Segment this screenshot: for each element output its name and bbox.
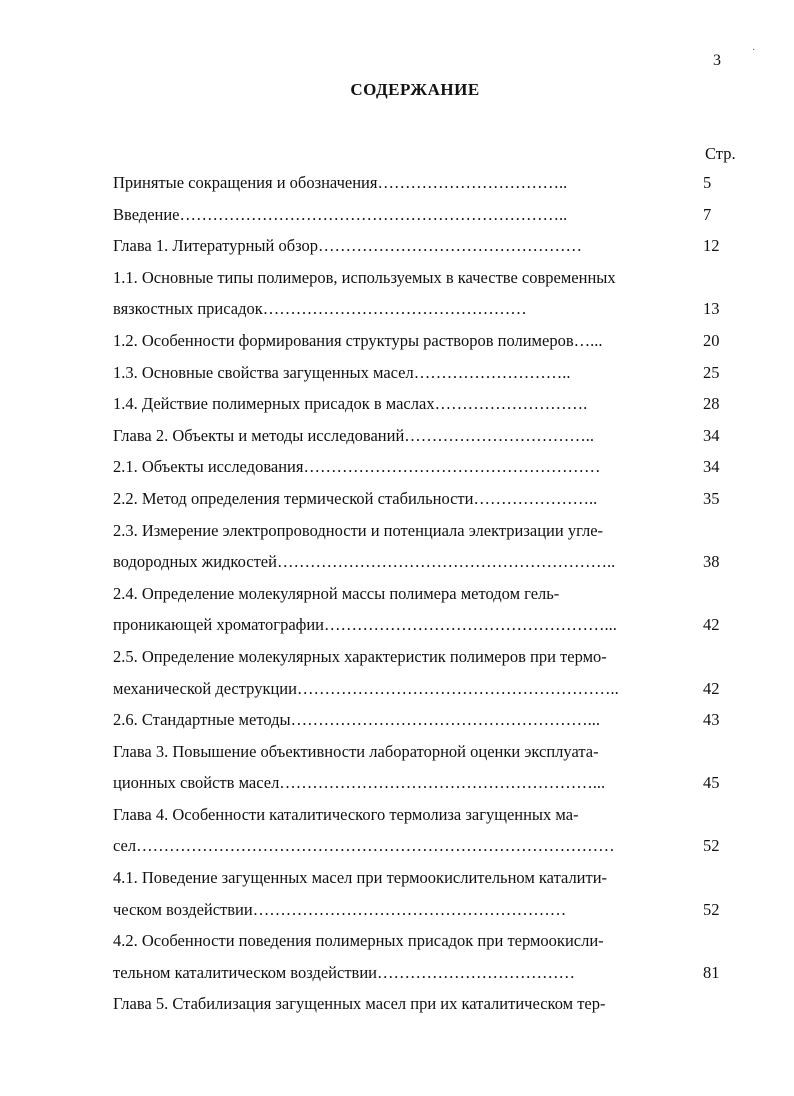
toc-entry-page: 38 <box>703 552 720 572</box>
toc-entry-text: вязкостных присадок………………………………………… <box>113 299 527 319</box>
toc-entry <box>113 388 763 420</box>
toc-entry <box>113 451 763 483</box>
toc-entry-text: водородных жидкостей…………………………………………………….. <box>113 552 616 572</box>
toc-entry-text: 2.2. Метод определения термической стабильности………………….. <box>113 488 598 508</box>
toc-entry-page <box>703 515 743 547</box>
toc-entry <box>113 230 763 262</box>
toc-entry-text: 1.1. Основные типы полимеров, используемых в качестве современных <box>113 267 616 287</box>
toc-entry <box>113 894 763 926</box>
toc-entry-page <box>703 641 743 673</box>
toc-entry-page: 20 <box>703 330 720 350</box>
toc-entry-text: Глава 1. Литературный обзор………………………………………… <box>113 236 583 256</box>
toc-entry-page <box>703 988 743 1020</box>
toc-entry-text: 2.5. Определение молекулярных характеристик полимеров при термо- <box>113 646 607 666</box>
toc-entry <box>113 704 763 736</box>
toc-entry <box>113 325 763 357</box>
toc-entry <box>113 578 763 610</box>
toc-entry-page: 34 <box>703 425 720 445</box>
toc-entry-text: 4.1. Поведение загущенных масел при термоокислительном каталити- <box>113 868 608 888</box>
toc-entry-page: 45 <box>703 773 720 793</box>
toc-entry-page: 5 <box>703 173 712 192</box>
toc-entry <box>113 988 763 1020</box>
toc-entry-text: тельном каталитическом воздействии……………………………… <box>113 962 575 982</box>
toc-entry <box>113 957 763 989</box>
page-column-header: Стр. <box>705 144 736 163</box>
toc-entry <box>113 293 763 325</box>
toc-entry <box>113 830 763 862</box>
toc-entry-text: ческом воздействии………………………………………………… <box>113 899 567 919</box>
toc-entry <box>113 799 763 831</box>
toc-entry-page: 35 <box>703 488 720 508</box>
page-title: СОДЕРЖАНИЕ <box>350 80 480 99</box>
toc-entry-text: 1.4. Действие полимерных присадок в маслах………………………. <box>113 394 588 414</box>
toc-entry-text: механической деструкции………………………………………………….. <box>113 678 619 698</box>
toc-entry-text: Глава 5. Стабилизация загущенных масел при их каталитическом тер- <box>113 994 606 1014</box>
toc-entry <box>113 925 763 957</box>
toc-entry <box>113 641 763 673</box>
toc-entry-page <box>703 736 743 768</box>
toc-entry-page: 52 <box>703 899 720 919</box>
toc-entry-page: 42 <box>703 615 720 635</box>
toc-entry-page <box>703 262 743 294</box>
toc-entry <box>113 167 763 199</box>
toc-entry-text: Введение…………………………………………………………….. <box>113 204 568 224</box>
toc-entry-text: 1.2. Особенности формирования структуры растворов полимеров…... <box>113 330 603 350</box>
toc-entry <box>113 546 763 578</box>
toc-entry-page: 12 <box>703 236 720 256</box>
toc-entry-page: 25 <box>703 362 720 382</box>
toc-entry-text: 4.2. Особенности поведения полимерных присадок при термоокисли- <box>113 931 604 951</box>
table-of-contents <box>113 167 763 1020</box>
toc-entry <box>113 357 763 389</box>
toc-entry <box>113 483 763 515</box>
toc-entry-page: 42 <box>703 678 720 698</box>
toc-entry-text: 2.3. Измерение электропроводности и потенциала электризации угле- <box>113 520 604 540</box>
toc-entry-text: проникающей хроматографии……………………………………………... <box>113 615 617 635</box>
toc-entry <box>113 515 763 547</box>
toc-entry <box>113 420 763 452</box>
toc-entry-text: Принятые сокращения и обозначения…………………………….. <box>113 173 568 192</box>
toc-entry <box>113 767 763 799</box>
toc-entry-text: 2.6. Стандартные методы………………………………………………... <box>113 710 600 730</box>
toc-entry-page: 28 <box>703 394 720 414</box>
toc-entry-text: Глава 2. Объекты и методы исследований…………………………….. <box>113 425 595 445</box>
toc-entry-text: 2.4. Определение молекулярной массы полимера методом гель- <box>113 583 560 603</box>
toc-entry <box>113 262 763 294</box>
toc-entry-page <box>703 799 743 831</box>
toc-entry <box>113 673 763 705</box>
toc-entry-page <box>703 578 743 610</box>
toc-entry-page: 52 <box>703 836 720 856</box>
toc-entry <box>113 609 763 641</box>
toc-entry-page: 7 <box>703 204 712 224</box>
toc-entry-text: Глава 4. Особенности каталитического термолиза загущенных ма- <box>113 804 579 824</box>
toc-entry-page: 43 <box>703 710 720 730</box>
scan-mark: · <box>752 45 756 56</box>
toc-entry <box>113 199 763 231</box>
toc-entry <box>113 736 763 768</box>
toc-entry-text: ционных свойств масел…………………………………………………... <box>113 773 606 793</box>
toc-entry-page: 34 <box>703 457 720 477</box>
toc-entry-text: сел…………………………………………………………………………… <box>113 836 615 856</box>
toc-entry-page: 13 <box>703 299 720 319</box>
toc-entry-text: 2.1. Объекты исследования……………………………………………… <box>113 457 601 477</box>
toc-entry-text: 1.3. Основные свойства загущенных масел……………………….. <box>113 362 571 382</box>
toc-entry-page <box>703 862 743 894</box>
page-number: 3 <box>713 52 721 69</box>
toc-entry <box>113 862 763 894</box>
toc-entry-text: Глава 3. Повышение объективности лабораторной оценки эксплуата- <box>113 741 599 761</box>
toc-entry-page <box>703 925 743 957</box>
toc-entry-page: 81 <box>703 962 720 982</box>
